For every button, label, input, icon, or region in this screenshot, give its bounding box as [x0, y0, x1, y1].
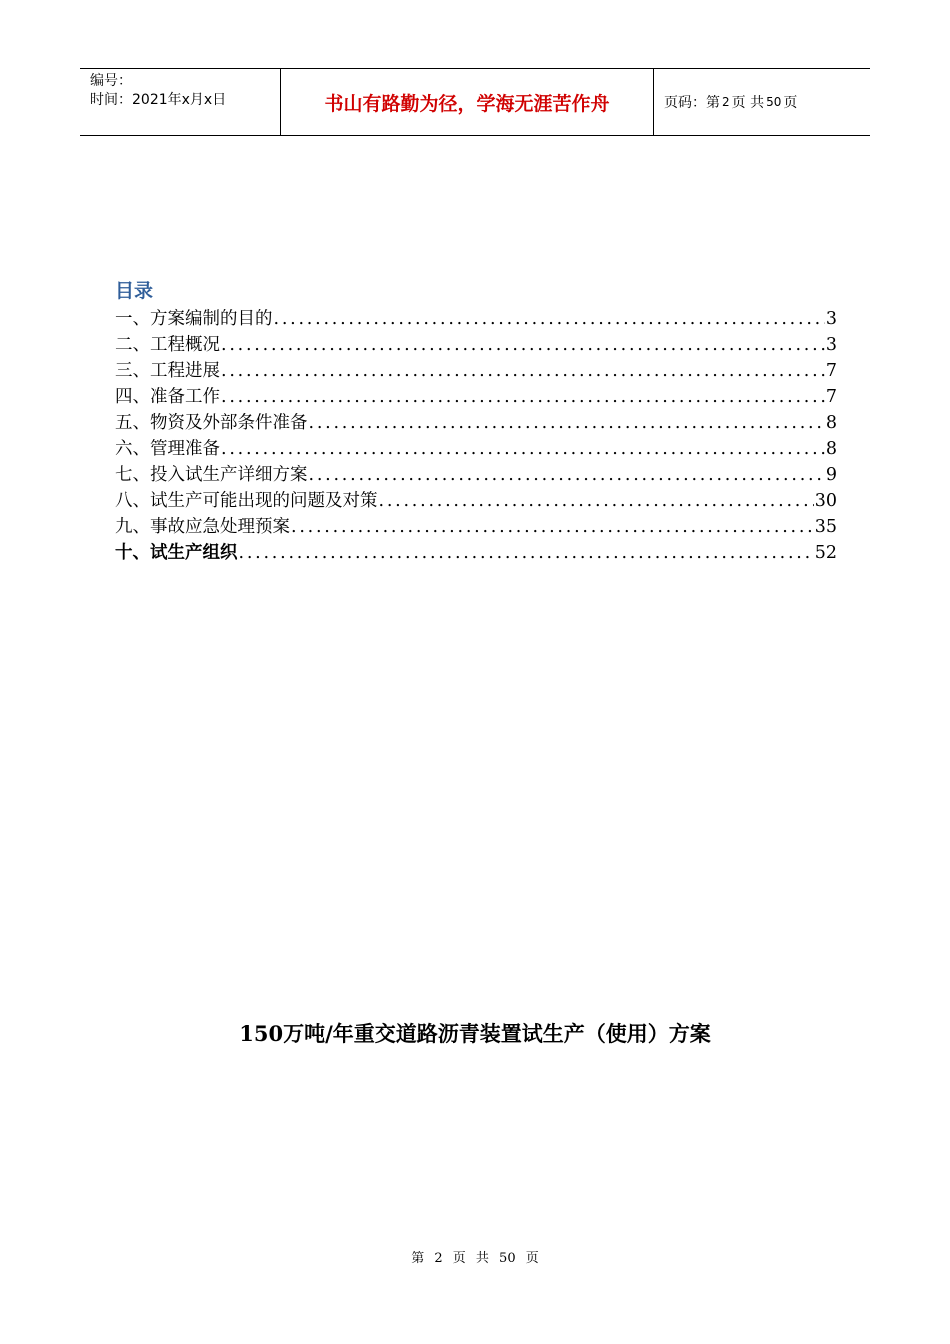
page-total: 50	[766, 95, 782, 109]
toc-leader	[274, 306, 825, 332]
toc-entry-page: 3	[825, 335, 837, 355]
toc-entry-page: 35	[814, 517, 837, 537]
toc-entry-title: 八、试生产可能出现的问题及对策	[115, 491, 378, 511]
toc-entry-page: 8	[825, 439, 837, 459]
toc-title: 目录	[115, 280, 154, 302]
page-header	[80, 68, 870, 136]
toc-entry[interactable]	[115, 410, 837, 436]
toc-leader	[291, 514, 814, 540]
toc-entry-title: 五、物资及外部条件准备	[115, 413, 308, 433]
document-title: 150万吨/年重交道路沥青装置试生产（使用）方案	[239, 1021, 711, 1046]
toc-leader	[221, 332, 825, 358]
toc-entry-title: 一、方案编制的目的	[115, 309, 273, 329]
toc-entry-page: 52	[814, 543, 837, 563]
toc-leader	[239, 540, 814, 566]
toc-leader	[309, 462, 825, 488]
page-prefix: 页码：第	[664, 95, 720, 111]
toc-entry-page: 9	[825, 465, 837, 485]
toc-leader	[379, 488, 814, 514]
toc-entry-title: 三、工程进展	[115, 361, 220, 381]
header-info-cell	[80, 69, 281, 135]
toc-entry[interactable]	[115, 436, 837, 462]
toc-entry-title: 七、投入试生产详细方案	[115, 465, 308, 485]
page-suffix: 页	[783, 95, 798, 111]
toc-entry[interactable]	[115, 332, 837, 358]
toc-entry-page: 3	[825, 309, 837, 329]
toc-leader	[309, 410, 825, 436]
number-label: 编号：	[90, 73, 132, 89]
toc-entry-title: 十、试生产组织	[115, 543, 238, 563]
toc-entry-title: 四、准备工作	[115, 387, 220, 407]
toc-entry-page: 7	[825, 387, 837, 407]
toc-entry[interactable]	[115, 384, 837, 410]
page-mid: 页 共	[731, 95, 765, 111]
toc-entry-page: 30	[814, 491, 837, 511]
toc-entry[interactable]	[115, 306, 837, 332]
toc-entry-page: 7	[825, 361, 837, 381]
toc-entry-page: 8	[825, 413, 837, 433]
toc-entry-title: 六、管理准备	[115, 439, 220, 459]
toc-entry[interactable]	[115, 540, 837, 566]
page-current: 2	[722, 95, 730, 109]
toc-entry[interactable]	[115, 462, 837, 488]
toc-entry[interactable]	[115, 514, 837, 540]
header-page-cell	[654, 69, 870, 135]
toc-entry-title: 九、事故应急处理预案	[115, 517, 290, 537]
table-of-contents	[115, 276, 837, 566]
page-footer: 第 2 页 共 50 页	[411, 1251, 539, 1266]
toc-entry-title: 二、工程概况	[115, 335, 220, 355]
toc-entry[interactable]	[115, 488, 837, 514]
toc-entry[interactable]	[115, 358, 837, 384]
header-motto: 书山有路勤为径，学海无涯苦作舟	[281, 69, 654, 135]
toc-leader	[221, 436, 825, 462]
time-label: 时间：2021年x月x日	[90, 92, 227, 108]
toc-leader	[221, 358, 825, 384]
toc-leader	[221, 384, 825, 410]
